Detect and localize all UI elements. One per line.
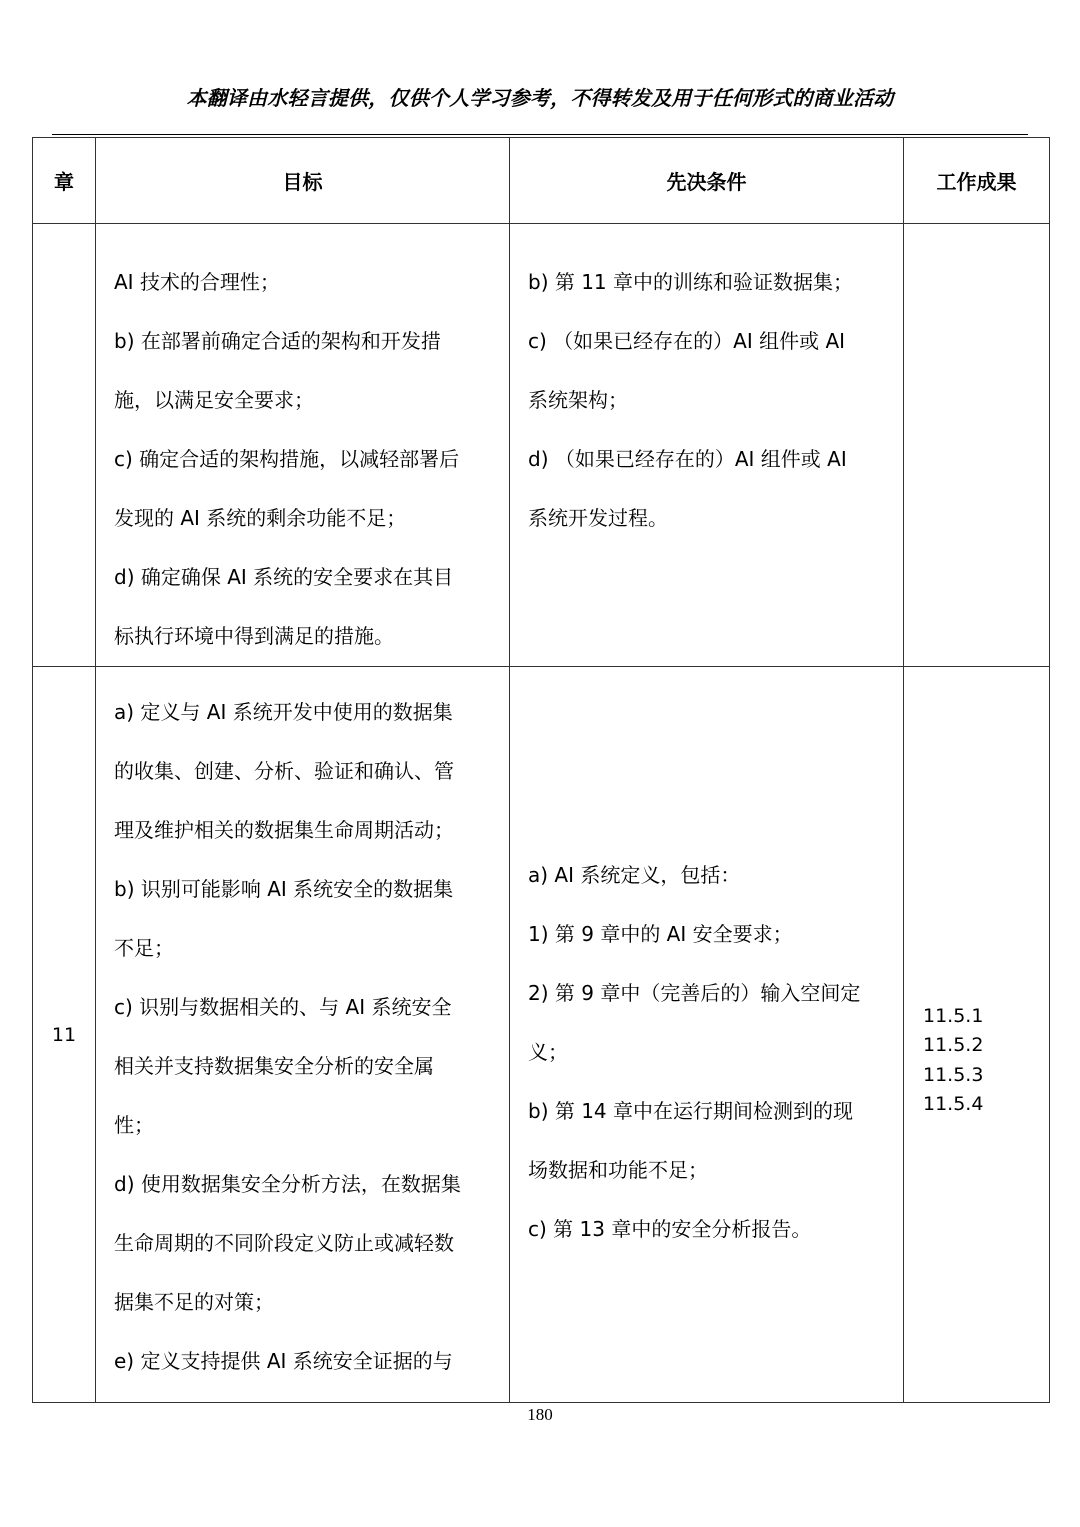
goal-line: 不足； — [114, 936, 174, 960]
prerequisite-line: 1) 第 9 章中的 AI 安全要求； — [528, 922, 793, 946]
goal-line: AI 技术的合理性； — [114, 270, 280, 294]
prerequisite-line: 义； — [528, 1040, 568, 1064]
goal-line: 生命周期的不同阶段定义防止或减轻数 — [114, 1231, 454, 1255]
goal-line: c) 确定合适的架构措施，以减轻部署后 — [114, 447, 460, 471]
goal-line: 性； — [114, 1113, 154, 1137]
prerequisite-line: c) 第 13 章中的安全分析报告。 — [528, 1217, 812, 1241]
objectives-table — [32, 137, 1050, 1403]
prerequisite-line: 场数据和功能不足； — [528, 1158, 708, 1182]
prerequisites-cell — [510, 224, 904, 667]
page-number: 180 — [527, 1405, 553, 1424]
goal-line: 理及维护相关的数据集生命周期活动； — [114, 818, 454, 842]
prerequisite-line: d) （如果已经存在的）AI 组件或 AI — [528, 447, 847, 471]
goal-line: d) 使用数据集安全分析方法，在数据集 — [114, 1172, 461, 1196]
goal-line: b) 在部署前确定合适的架构和开发措 — [114, 329, 441, 353]
goal-cell — [96, 667, 510, 1403]
prerequisite-line: a) AI 系统定义，包括： — [528, 863, 741, 887]
disclaimer-banner: 本翻译由水轻言提供，仅供个人学习参考，不得转发及用于任何形式的商业活动 — [186, 86, 894, 110]
prerequisite-line: 2) 第 9 章中（完善后的）输入空间定 — [528, 981, 861, 1005]
prerequisite-line: b) 第 11 章中的训练和验证数据集； — [528, 270, 854, 294]
goal-line: c) 识别与数据相关的、与 AI 系统安全 — [114, 995, 452, 1019]
prerequisite-line: c) （如果已经存在的）AI 组件或 AI — [528, 329, 846, 353]
column-header-outputs: 工作成果 — [904, 138, 1050, 224]
goal-line: 的收集、创建、分析、验证和确认、管 — [114, 759, 454, 783]
goal-line: 发现的 AI 系统的剩余功能不足； — [114, 506, 407, 530]
prerequisite-line: 系统开发过程。 — [528, 506, 668, 530]
goal-cell — [96, 224, 510, 667]
goal-line: 施，以满足安全要求； — [114, 388, 314, 412]
header-divider — [52, 134, 1028, 135]
output-item: 11.5.3 — [923, 1063, 984, 1086]
goal-line: a) 定义与 AI 系统开发中使用的数据集 — [114, 700, 453, 724]
column-header-prerequisites: 先决条件 — [510, 138, 904, 224]
goal-line: 相关并支持数据集安全分析的安全属 — [114, 1054, 434, 1078]
prerequisite-line: b) 第 14 章中在运行期间检测到的现 — [528, 1099, 854, 1123]
output-item: 11.5.4 — [923, 1093, 984, 1115]
prerequisite-line: 系统架构； — [528, 388, 628, 412]
table-header-row — [33, 138, 1050, 224]
table-row — [33, 224, 1050, 667]
output-item: 11.5.2 — [923, 1034, 984, 1056]
goal-line: 据集不足的对策； — [114, 1290, 274, 1314]
column-header-chapter: 章 — [33, 138, 96, 224]
table-row — [33, 667, 1050, 1403]
output-item: 11.5.1 — [923, 1004, 984, 1027]
goal-line: e) 定义支持提供 AI 系统安全证据的与 — [114, 1349, 453, 1373]
outputs-cell — [904, 667, 1050, 1403]
goal-line: 标执行环境中得到满足的措施。 — [114, 624, 394, 648]
goal-line: d) 确定确保 AI 系统的安全要求在其目 — [114, 565, 454, 589]
prerequisites-cell — [510, 667, 904, 1403]
chapter-cell — [33, 224, 96, 667]
column-header-goal: 目标 — [96, 138, 510, 224]
chapter-cell: 11 — [33, 667, 96, 1403]
outputs-cell — [904, 224, 1050, 667]
goal-line: b) 识别可能影响 AI 系统安全的数据集 — [114, 877, 454, 901]
